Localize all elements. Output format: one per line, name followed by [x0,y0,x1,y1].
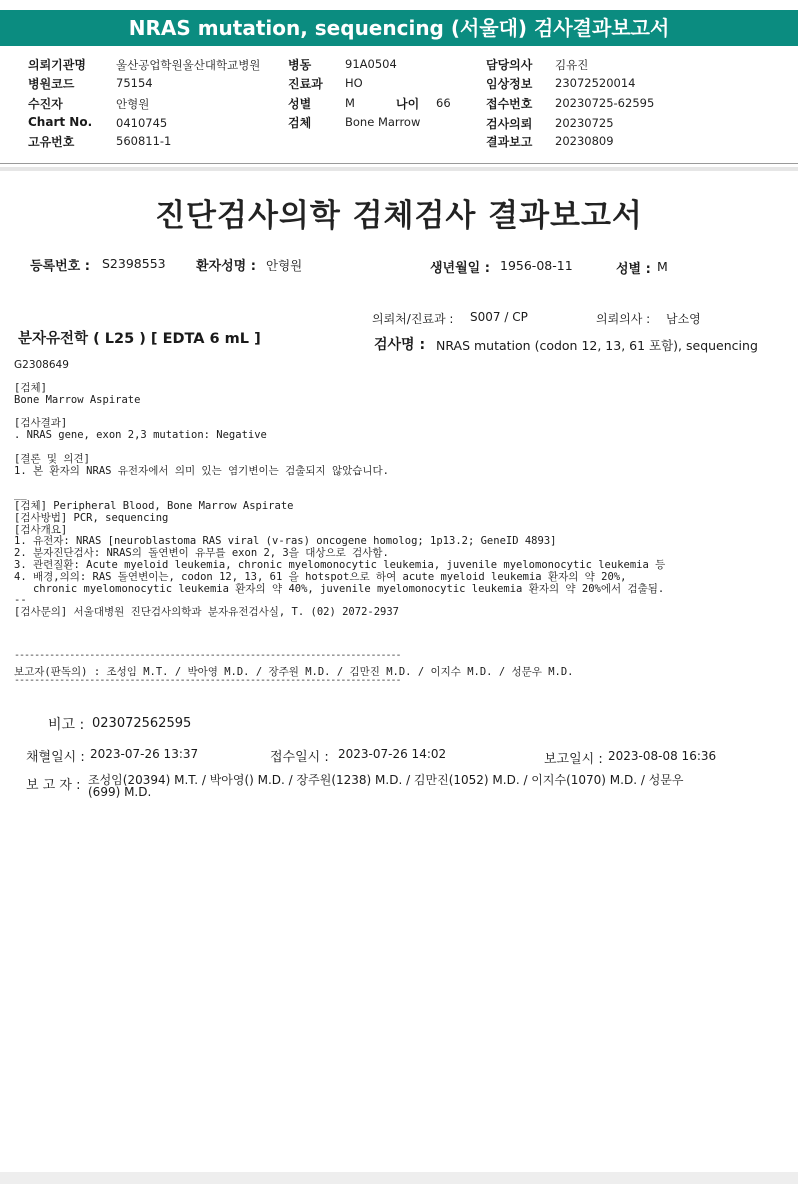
value-examinee: 안형원 [116,97,150,111]
label-note: 비고 : [48,717,85,733]
value-age: 66 [436,96,451,110]
result-body-line: 4. 배경,의의: RAS 돌연변이는, codon 12, 13, 61 을 hotspot으로 하여 acute myeloid leukemia 환자의 약 20%, [14,570,627,583]
value-dob: 1956-08-11 [500,258,573,273]
label-unique-no: 고유번호 [28,135,75,149]
value-ward: 91A0504 [345,57,397,71]
value-receipt-no: 20230725-62595 [555,96,655,110]
label-sex-2: 성별 : [616,262,651,277]
result-body [14,383,665,619]
value-report-time: 2023-08-08 16:36 [608,749,717,763]
result-body-line: [결론 및 의견] [14,452,91,465]
reporters-line: 보고자(판독의) : 조성임 M.T. / 박아영 M.D. / 장주원 M.D. / 김만진 M.D. / 이지수 M.D. / 성문우 M.D. [14,666,574,678]
value-referring-doctor: 남소영 [666,312,701,326]
label-department: 진료과 [288,77,323,91]
label-attending-doctor: 담당의사 [486,58,533,72]
value-reporter-line-1: 조성임(20394) M.T. / 박아영() M.D. / 장주원(1238) M.D. / 김만진(1052) M.D. / 이지수(1070) M.D. / 성문우 [88,773,684,787]
result-body-line: [검체] [14,382,47,394]
value-reg-no: S2398553 [102,256,166,271]
dashed-separator-bottom: ----------------------------------------------------------------------------- [14,675,401,686]
section-title: 분자유전학 ( L25 ) [ EDTA 6 mL ] [18,331,261,347]
label-test-request: 검사의뢰 [486,117,533,131]
label-hospital-code: 병원코드 [28,77,75,91]
label-result-report: 결과보고 [486,135,533,149]
value-clinical-info: 23072520014 [555,76,636,90]
value-result-report: 20230809 [555,134,614,148]
result-body-line: 1. 본 환자의 NRAS 유전자에서 의미 있는 염기변이는 검출되지 않았습니다. [14,464,390,477]
label-report-time: 보고일시 : [544,752,603,767]
value-requesting-institution: 울산공업학원울산대학교병원 [116,58,261,72]
value-specimen: Bone Marrow [345,115,421,129]
label-reg-no: 등록번호 : [30,259,90,274]
label-examinee: 수진자 [28,97,63,111]
dashed-separator-top: ----------------------------------------------------------------------------- [14,650,401,661]
value-note: 023072562595 [92,716,192,731]
report-title: 진단검사의학 검체검사 결과보고서 [155,198,643,234]
result-body-line: [검체] Peripheral Blood, Bone Marrow Aspirate [14,499,294,512]
result-body-line: . NRAS gene, exon 2,3 mutation: Negative [14,429,267,442]
result-body-line [14,477,665,489]
result-body-line: chronic myelomonocytic leukemia 환자의 약 40%, juvenile myelomonocytic leukemia 환자의 약 20%에서 검출됨. [14,582,665,595]
label-age: 나이 [396,97,420,111]
label-chart-no: Chart No. [28,115,93,129]
value-collection-time: 2023-07-26 13:37 [90,747,199,761]
label-specimen: 검체 [288,116,312,130]
result-body-line [14,442,665,454]
result-body-line: [검사개요] [14,523,68,536]
value-test-name: NRAS mutation (codon 12, 13, 61 포함), sequencing [436,338,758,353]
result-body-line: Bone Marrow Aspirate [14,393,141,406]
result-body-line: 2. 분자진단검사: NRAS의 돌연변이 유무를 exon 2, 3을 대상으로 검사함. [14,547,389,560]
value-test-request: 20230725 [555,116,614,130]
value-dept: S007 / CP [470,310,528,324]
value-hospital-code: 75154 [116,76,153,90]
label-referring-doctor: 의뢰의사 : [596,312,651,326]
divider-band [0,167,798,171]
value-reporter-line-2: (699) M.D. [88,785,152,799]
value-sex: M [345,96,355,110]
value-department: HO [345,76,363,90]
label-ward: 병동 [288,58,312,72]
label-dept: 의뢰처/진료과 : [372,312,454,326]
result-body-line: -- [14,594,27,607]
page-bottom-band [0,1172,798,1184]
result-body-line [14,407,665,419]
label-reporter: 보 고 자 : [26,778,81,793]
value-receipt-time: 2023-07-26 14:02 [338,747,447,761]
value-unique-no: 560811-1 [116,134,172,148]
label-receipt-no: 접수번호 [486,97,533,111]
result-body-line: [검사방법] PCR, sequencing [14,511,169,524]
value-patient-name: 안형원 [266,258,303,273]
result-body-line: 3. 관련질환: Acute myeloid leukemia, chronic myelomonocytic leukemia, juvenile myelomonocytic leukemia 등 [14,558,666,571]
result-body-line: 1. 유전자: NRAS [neuroblastoma RAS viral (v-ras) oncogene homolog; 1p13.2; GeneID 4893] [14,535,557,548]
value-chart-no: 0410745 [116,116,168,130]
label-requesting-institution: 의뢰기관명 [28,58,86,72]
result-body-line: [검사문의] 서울대병원 진단검사의학과 분자유전검사실, T. (02) 2072-2937 [14,606,400,619]
label-patient-name: 환자성명 : [196,259,256,274]
label-dob: 생년월일 : [430,261,490,276]
report-header-title: NRAS mutation, sequencing (서울대) 검사결과보고서 [0,10,798,46]
label-receipt-time: 접수일시 : [270,750,329,765]
result-body-line: __ [14,488,27,501]
divider [0,163,798,164]
label-test-name: 검사명 : [374,337,426,353]
sample-id: G2308649 [14,359,69,371]
label-sex: 성별 [288,97,312,111]
value-sex-2: M [657,259,668,274]
label-collection-time: 채혈일시 : [26,750,85,765]
result-body-line: [검사결과] [14,417,68,430]
value-attending-doctor: 김유진 [555,58,589,72]
label-clinical-info: 임상정보 [486,77,533,91]
